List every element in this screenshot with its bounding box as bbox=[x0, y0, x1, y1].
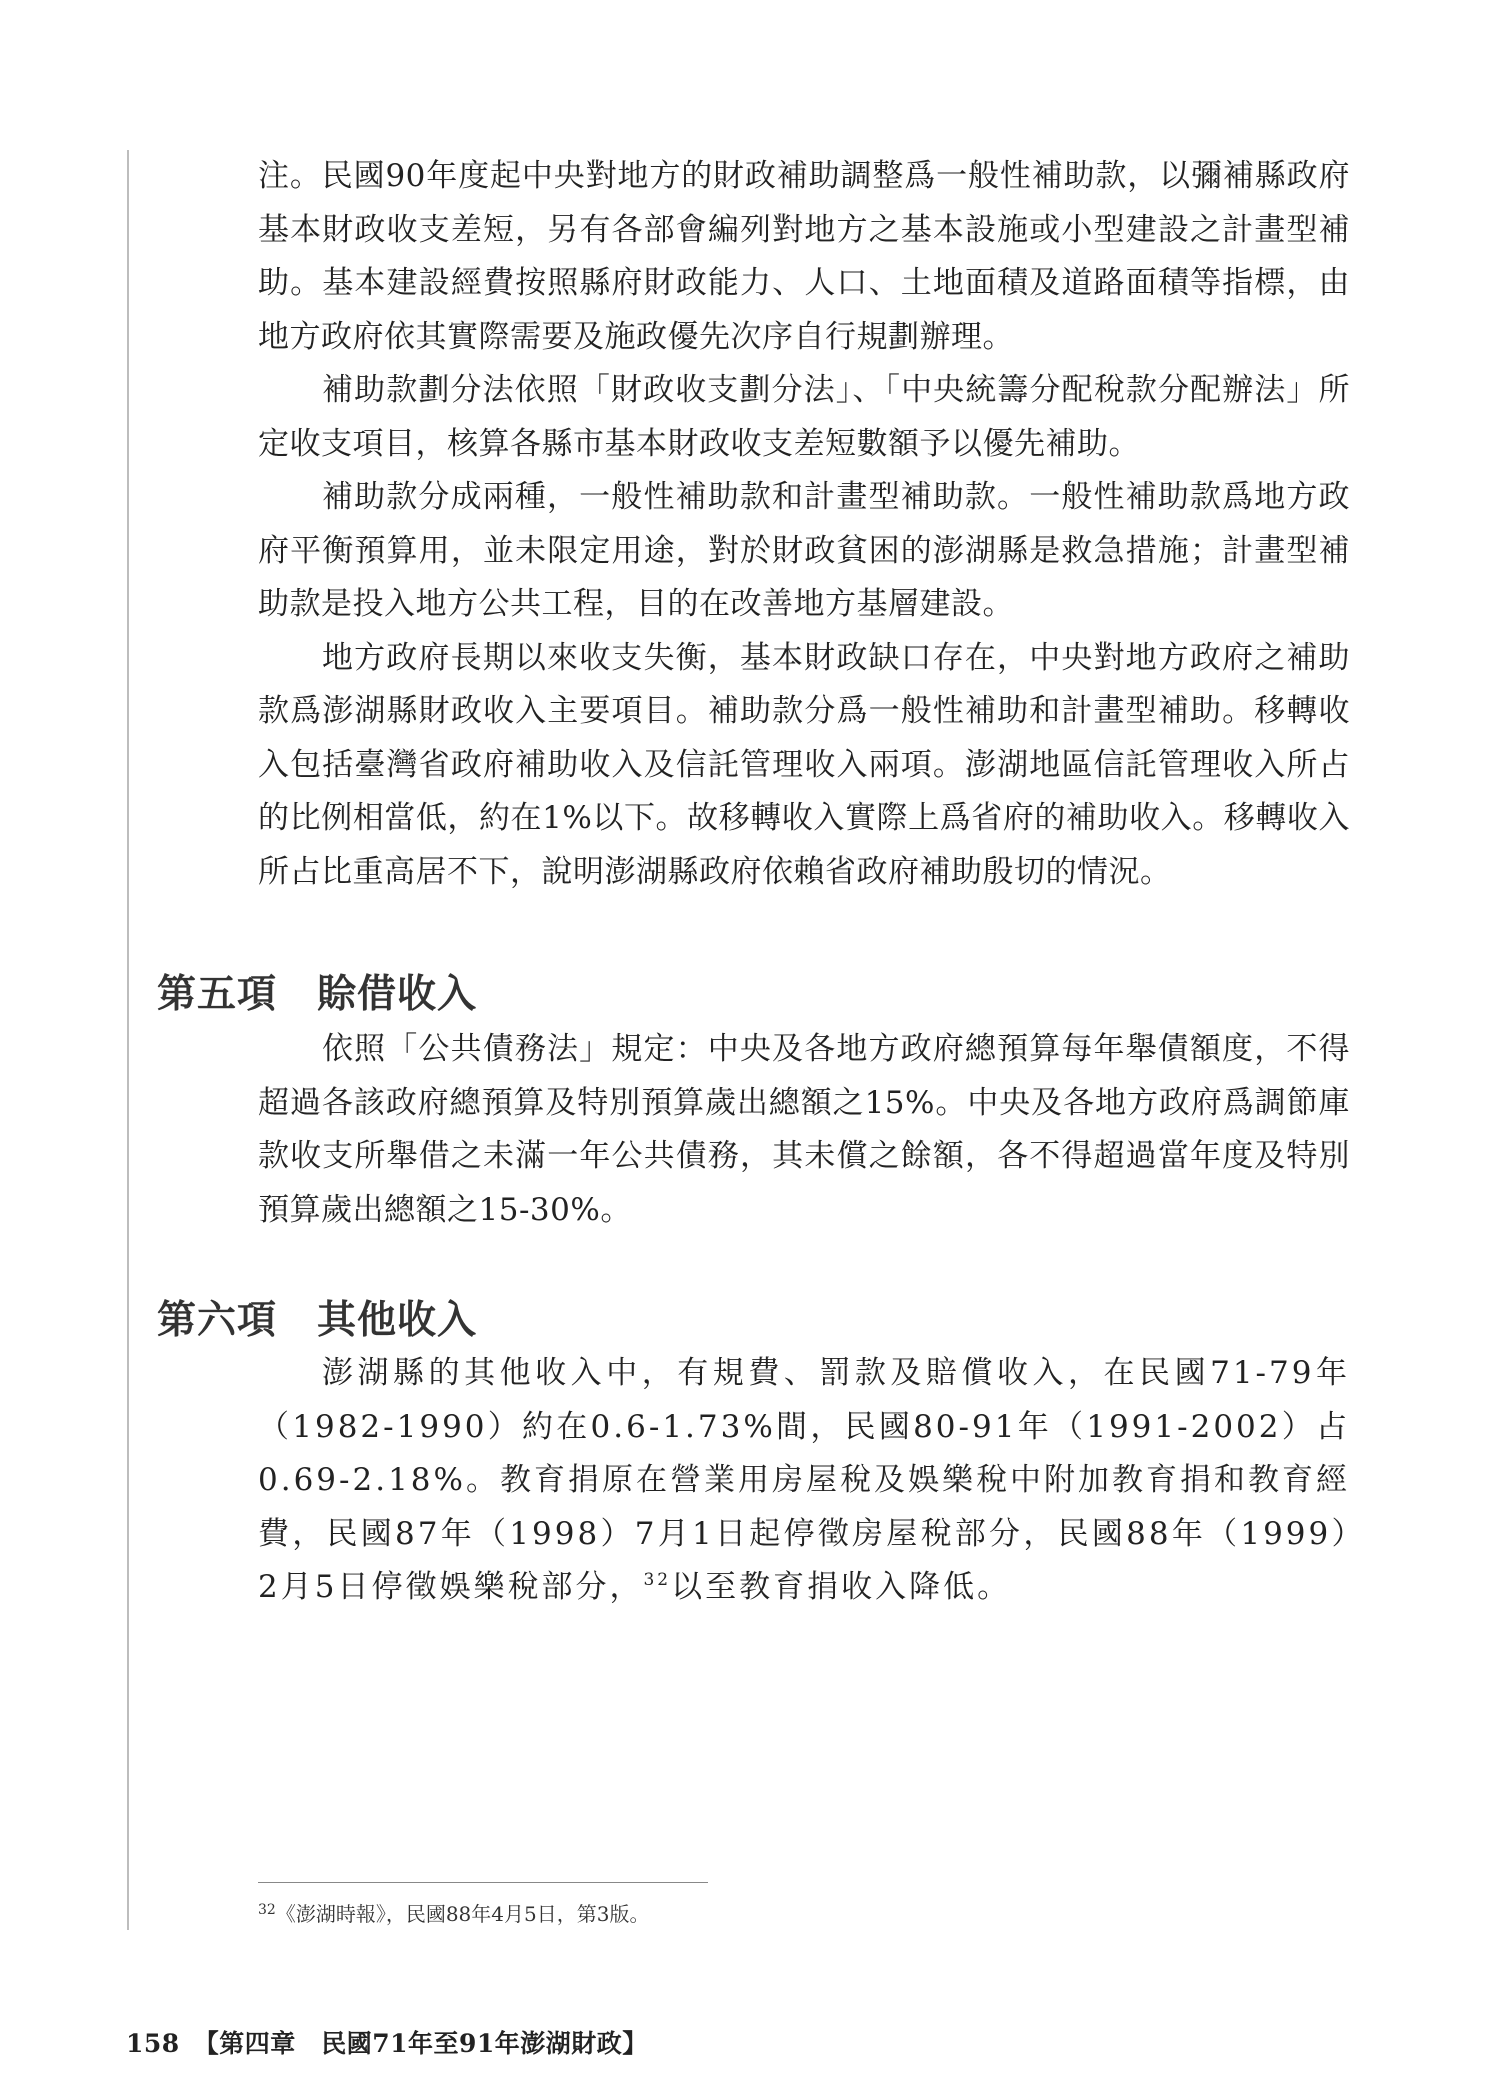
footnote-number: 32 bbox=[258, 1902, 276, 1918]
body-paragraph: 依照「公共債務法」規定：中央及各地方政府總預算每年舉債額度，不得超過各該政府總預算及特別預算歲出總額之15%。中央及各地方政府爲調節庫款收支所舉借之未滿一年公共債務，其未償之餘額，各不得超過當年度及特別預算歲出總額之15-30%。 bbox=[258, 1031, 1350, 1228]
body-paragraph: 補助款分成兩種，一般性補助款和計畫型補助款。一般性補助款爲地方政府平衡預算用，並未限定用途，對於財政貧困的澎湖縣是救急措施；計畫型補助款是投入地方公共工程，目的在改善地方基層建設。 bbox=[258, 479, 1350, 622]
body-paragraph: 注。民國90年度起中央對地方的財政補助調整爲一般性補助款，以彌補縣政府基本財政收支差短，另有各部會編列對地方之基本設施或小型建設之計畫型補助。基本建設經費按照縣府財政能力、人口、土地面積及道路面積等指標，由地方政府依其實際需要及施政優先次序自行規劃辦理。 bbox=[258, 158, 1350, 355]
footnote-reference[interactable]: 32 bbox=[643, 1570, 672, 1590]
section-number: 第六項 bbox=[157, 1298, 278, 1343]
running-title: 【第四章 民國71年至91年澎湖財政】 bbox=[193, 2029, 648, 2058]
footnote-text: 《澎湖時報》，民國88年4月5日，第3版。 bbox=[275, 1902, 650, 1926]
section-title: 其他收入 bbox=[317, 1298, 478, 1343]
intro-text-block bbox=[258, 150, 1350, 899]
footnote bbox=[258, 1898, 649, 1927]
body-paragraph bbox=[258, 1347, 1350, 1615]
paragraph-text: 澎湖縣的其他收入中，有規費、罰款及賠償收入，在民國71-79年（1982-1990）約在0.6-1.73%間，民國80-91年（1991-2002）占0.69-2.18%。教育捐原在營業用房屋稅及娛樂稅中附加教育捐和教育經費，民國87年（1998）7月1日起停徵房屋稅部分，民國88年（1999）2月5日停徵娛樂稅部分， bbox=[258, 1355, 1350, 1605]
section-heading-5 bbox=[157, 963, 477, 1019]
left-margin-rule bbox=[127, 150, 129, 1930]
paragraph-text: 以至教育捐收入降低。 bbox=[671, 1569, 1012, 1605]
page-number: 158 bbox=[126, 2029, 180, 2058]
footnote-divider bbox=[258, 1882, 708, 1883]
section-number: 第五項 bbox=[157, 972, 278, 1017]
body-paragraph: 地方政府長期以來收支失衡，基本財政缺口存在，中央對地方政府之補助款爲澎湖縣財政收入主要項目。補助款分爲一般性補助和計畫型補助。移轉收入包括臺灣省政府補助收入及信託管理收入兩項。澎湖地區信託管理收入所占的比例相當低，約在1%以下。故移轉收入實際上爲省府的補助收入。移轉收入所占比重高居不下，說明澎湖縣政府依賴省政府補助殷切的情況。 bbox=[258, 639, 1350, 890]
section-heading-6 bbox=[157, 1289, 477, 1345]
section-6-text-block bbox=[258, 1347, 1350, 1615]
page-footer bbox=[126, 2024, 648, 2060]
section-title: 賒借收入 bbox=[317, 972, 478, 1017]
section-5-text-block bbox=[258, 1023, 1350, 1237]
body-paragraph: 補助款劃分法依照「財政收支劃分法」、「中央統籌分配稅款分配辦法」所定收支項目，核算各縣市基本財政收支差短數額予以優先補助。 bbox=[258, 372, 1350, 462]
